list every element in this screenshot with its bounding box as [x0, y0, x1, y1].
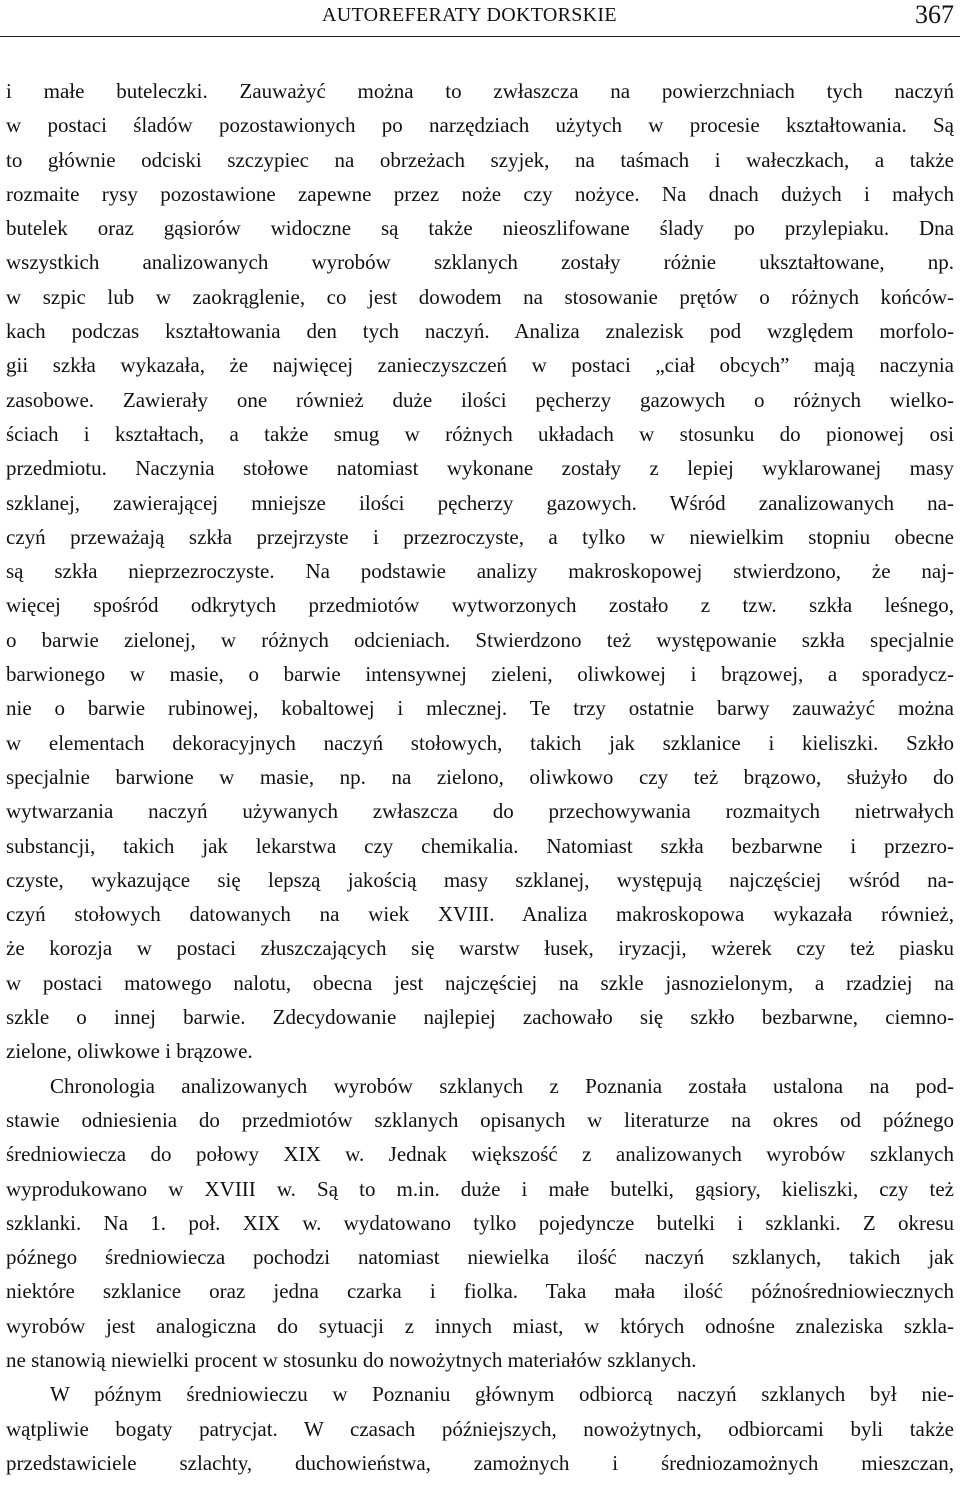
text-line: specjalnie barwione w masie, np. na zielono, oliwkowo czy też brązowo, służyło do: [6, 764, 954, 789]
text-line: to głównie odciski szczypiec na obrzeżach szyjek, na taśmach i wałeczkach, a także: [6, 147, 954, 172]
text-line: że korozja w postaci złuszczających się warstw łusek, iryzacji, wżerek czy też piasku: [6, 936, 954, 961]
text-line: w elementach dekoracyjnych naczyń stołowych, takich jak szklanice i kieliszki. Szkło: [6, 730, 954, 755]
text-line: wszystkich analizowanych wyrobów szklanych zostały różnie ukształtowane, np.: [6, 250, 954, 275]
text-line: zasobowe. Zawierały one również duże ilości pęcherzy gazowych o różnych wielko-: [6, 387, 954, 412]
text-line: gii szkła wykazała, że najwięcej zanieczyszczeń w postaci „ciał obcych” mają naczynia: [6, 353, 954, 378]
text-line: barwionego w masie, o barwie intensywnej zieleni, oliwkowej i brązowej, a sporadycz-: [6, 662, 954, 687]
text-line: wytwarzania naczyń używanych zwłaszcza do przechowywania rozmaitych nietrwałych: [6, 799, 954, 824]
text-line: ne stanowią niewielki procent w stosunku do nowożytnych materiałów szklanych.: [6, 1347, 697, 1372]
text-line: wątpliwie bogaty patrycjat. W czasach późniejszych, nowożytnych, odbiorcami byli także: [6, 1416, 954, 1441]
text-line: i małe buteleczki. Zauważyć można to zwłaszcza na powierzchniach tych naczyń: [6, 79, 954, 103]
text-line: przedstawiciele szlachty, duchowieństwa, zamożnych i średniozamożnych mieszczan,: [6, 1450, 954, 1475]
text-line: wyrobów jest analogiczna do sytuacji z innych miast, w których odnośne znaleziska szkla-: [6, 1313, 954, 1338]
paragraph-first-line: Chronologia analizowanych wyrobów szklanych z Poznania została ustalona na pod-: [50, 1073, 954, 1098]
text-line: zielone, oliwkowe i brązowe.: [6, 1039, 253, 1064]
text-line: niektóre szklanice oraz jedna czarka i fiolka. Taka mała ilość późnośredniowiecznych: [6, 1279, 954, 1304]
text-line: czyń przeważają szkła przejrzyste i przezroczyste, a tylko w niewielkim stopniu obecne: [6, 524, 954, 549]
body-text: [6, 74, 954, 1480]
text-line: nie o barwie rubinowej, kobaltowej i mlecznej. Te trzy ostatnie barwy zauważyć można: [6, 696, 954, 721]
text-line: późnego średniowiecza pochodzi natomiast niewielka ilość naczyń szklanych, takich jak: [6, 1245, 954, 1270]
running-header: [0, 0, 960, 37]
text-line: rozmaite rysy pozostawione zapewne przez noże czy nożyce. Na dnach dużych i małych: [6, 181, 954, 206]
page-number: 367: [915, 0, 954, 29]
text-line: w postaci śladów pozostawionych po narzędziach użytych w procesie kształtowania. Są: [6, 113, 954, 138]
text-line: czyste, wykazujące się lepszą jakością masy szklanej, występują najczęściej wśród na-: [6, 867, 954, 892]
paragraph-first-line: W późnym średniowieczu w Poznaniu głównym odbiorcą naczyń szklanych był nie-: [50, 1382, 954, 1407]
text-line: stawie odniesienia do przedmiotów szklanych opisanych w literaturze na okres od późnego: [6, 1107, 954, 1132]
text-line: w szpic lub w zaokrąglenie, co jest dowodem na stosowanie prętów o różnych końców-: [6, 284, 954, 309]
text-line: czyń stołowych datowanych na wiek XVIII. Analiza makroskopowa wykazała również,: [6, 902, 954, 927]
text-line: szklanki. Na 1. poł. XIX w. wydatowano tylko pojedyncze butelki i szklanki. Z okresu: [6, 1210, 954, 1235]
text-line: szkle o innej barwie. Zdecydowanie najlepiej zachowało się szkło bezbarwne, ciemno-: [6, 1005, 954, 1030]
text-line: przedmiotu. Naczynia stołowe natomiast wykonane zostały z lepiej wyklarowanej masy: [6, 456, 954, 481]
text-line: średniowiecza do połowy XIX w. Jednak większość z analizowanych wyrobów szklanych: [6, 1142, 954, 1167]
text-line: kach podczas kształtowania den tych naczyń. Analiza znalezisk pod względem morfolo-: [6, 319, 954, 344]
text-line: o barwie zielonej, w różnych odcieniach. Stwierdzono też występowanie szkła specjalnie: [6, 627, 954, 652]
text-line: szklanej, zawierającej mniejsze ilości pęcherzy gazowych. Wśród zanalizowanych na-: [6, 490, 954, 515]
text-line: substancji, takich jak lekarstwa czy chemikalia. Natomiast szkła bezbarwne i przezro-: [6, 833, 954, 858]
text-line: są szkła nieprzezroczyste. Na podstawie analizy makroskopowej stwierdzono, że naj-: [6, 559, 954, 584]
running-header-title: AUTOREFERATY DOKTORSKIE: [322, 4, 617, 26]
text-line: butelek oraz gąsiorów widoczne są także nieoszlifowane ślady po przylepiaku. Dna: [6, 216, 954, 241]
text-line: wyprodukowano w XVIII w. Są to m.in. duże i małe butelki, gąsiory, kieliszki, czy też: [6, 1176, 954, 1201]
text-line: więcej spośród odkrytych przedmiotów wytworzonych zostało z tzw. szkła leśnego,: [6, 593, 954, 618]
text-line: w postaci matowego nalotu, obecna jest najczęściej na szkle jasnozielonym, a rzadziej na: [6, 970, 954, 995]
text-line: ściach i kształtach, a także smug w różnych układach w stosunku do pionowej osi: [6, 421, 954, 446]
